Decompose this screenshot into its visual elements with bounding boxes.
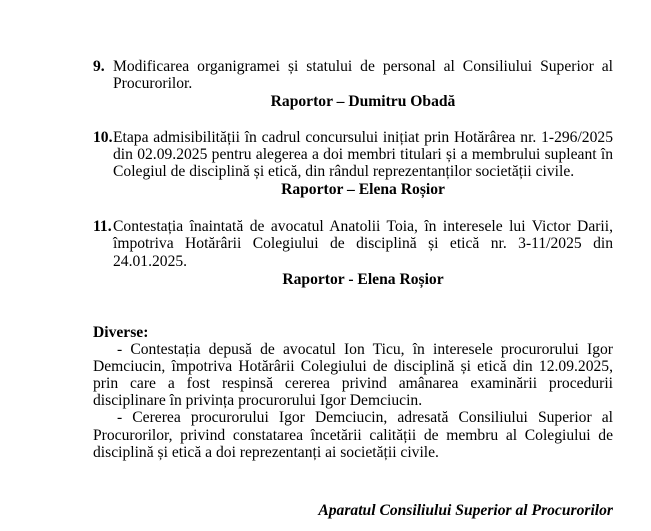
diverse-line: prin care a fost respinsă cererea privind amânarea examinării procedurii <box>93 375 613 392</box>
item-number: 9. <box>93 58 105 75</box>
diverse-heading: Diverse: <box>93 324 149 341</box>
item-text-line: Colegiul de disciplină și etică, din rândul reprezentanților societății civile. <box>113 163 575 180</box>
item-number: 10. <box>93 129 113 146</box>
item-text-line: împotriva Hotărârii Colegiului de disciplină și etică nr. 3-11/2025 din <box>113 235 613 252</box>
item-text-line: Contestația înaintată de avocatul Anatolii Toia, în interesele lui Victor Darii, <box>113 218 613 235</box>
item-text-line: 24.01.2025. <box>113 253 188 270</box>
item-text-line: Modificarea organigramei și statului de personal al Consiliului Superior al <box>113 58 613 75</box>
diverse-line: Procurorilor, privind constatarea încetării calității de membru al Colegiului de <box>93 427 613 444</box>
item-text-line: din 02.09.2025 pentru alegerea a doi membri titulari și a membrului supleant în <box>113 146 613 163</box>
item-text-line: Etapa admisibilității în cadrul concursului inițiat prin Hotărârea nr. 1-296/2025 <box>113 129 613 146</box>
diverse-line: Demciucin, împotriva Hotărârii Colegiului de disciplină și etică din 12.09.2025, <box>93 358 613 375</box>
item-reporter: Raportor – Dumitru Obadă <box>270 93 456 110</box>
diverse-line: - Cererea procurorului Igor Demciucin, adresată Consiliului Superior al <box>117 409 613 426</box>
item-number: 11. <box>93 218 112 235</box>
diverse-line: disciplină și etică a doi reprezentanți ai societății civile. <box>93 444 439 461</box>
diverse-line: - Contestația depusă de avocatul Ion Ticu, în interesele procurorului Igor <box>117 341 613 358</box>
item-reporter: Raportor – Elena Roșior <box>281 181 445 198</box>
signature: Aparatul Consiliului Superior al Procurorilor <box>318 502 613 519</box>
diverse-line: disciplinare în privința procurorului Igor Demciucin. <box>93 392 423 409</box>
item-reporter: Raportor - Elena Roșior <box>282 271 444 288</box>
item-text-line: Procurorilor. <box>113 75 193 92</box>
